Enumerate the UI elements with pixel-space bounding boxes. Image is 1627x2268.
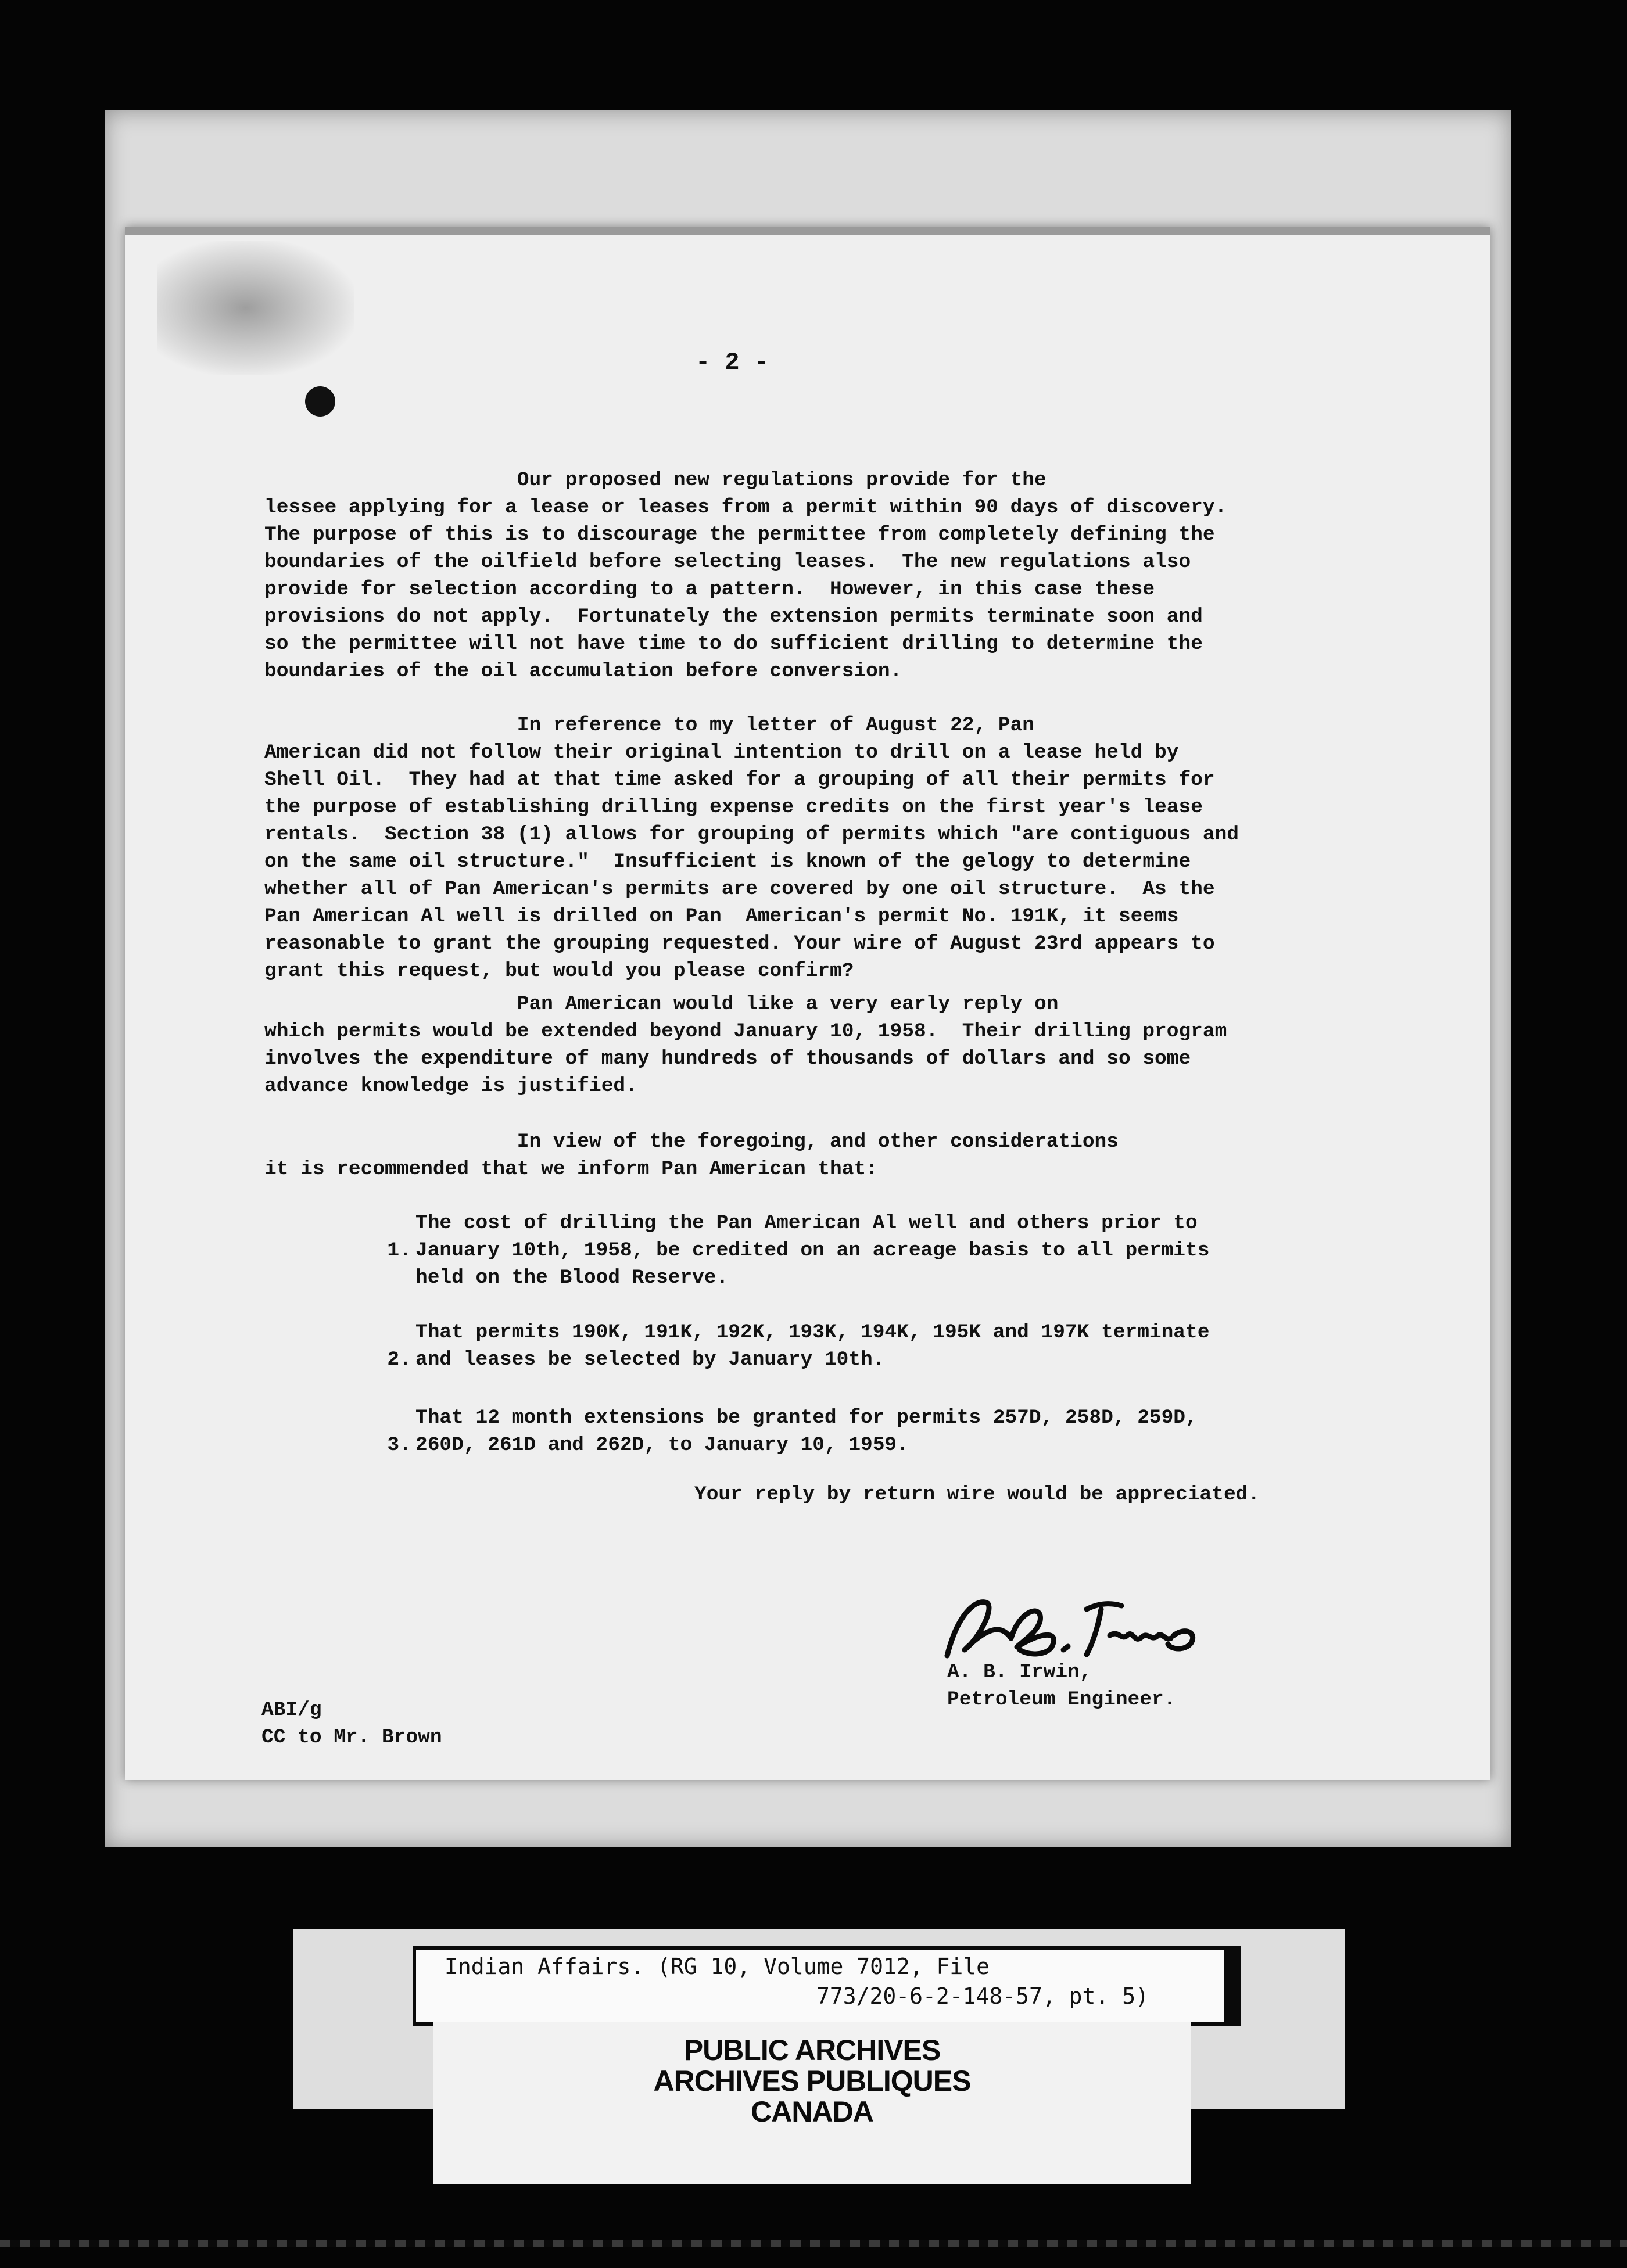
archive-citation-line-1: Indian Affairs. (RG 10, Volume 7012, File [445, 1954, 990, 1979]
paragraph-2: In reference to my letter of August 22, Pan American did not follow their original intention to drill on a lease held by Shell Oil. They had at that time asked for a grouping of all their permits for the purpose of establishing drilling expense credits on the first year's lease rentals. Section 38 (1) allows for grouping of permits which "are contiguous and on the same oil structure." Insufficient is known of the gelogy to determine whether all of Pan American's permits are covered by one oil structure. As the Pan American Al well is drilled on Pan American's permit No. 191K, it seems reasonable to grant the grouping requested. Your wire of August 23rd appears to grant this request, but would you please confirm? [264, 714, 1239, 982]
recommendation-item [363, 1404, 1198, 1486]
recommendation-text: That 12 month extensions be granted for permits 257D, 258D, 259D, 260D, 261D and 262D, to January 10, 1959. [415, 1406, 1198, 1456]
archive-stamp-line-3: CANADA [751, 2095, 873, 2128]
closing-line: Your reply by return wire would be appreciated. [694, 1483, 1260, 1506]
cc-line: CC to Mr. Brown [261, 1726, 442, 1749]
paragraph-1: Our proposed new regulations provide for the lessee applying for a lease or leases from a permit within 90 days of discovery. The purpose of this is to discourage the permittee from completely defining the boundaries of the oilfield before selecting leases. The new regulations also provide for selection according to a pattern. However, in this case these provisions do not apply. Fortunately the extension permits terminate soon and so the permittee will not have time to do sufficient drilling to determine the boundaries of the oil accumulation before conversion. [264, 469, 1227, 683]
archive-stamp-line-1: PUBLIC ARCHIVES [683, 2034, 941, 2066]
signer-title: Petroleum Engineer. [947, 1688, 1176, 1711]
recommendation-text: The cost of drilling the Pan American Al well and others prior to January 10th, 1958, be credited on an acreage basis to all permits held on the Blood Reserve. [415, 1212, 1210, 1289]
recommendation-number: 2. [387, 1348, 411, 1371]
page-number: - 2 - [695, 349, 769, 376]
archive-citation-line-2: 773/20-6-2-148-57, pt. 5) [816, 1983, 1149, 2009]
paragraph-3: Pan American would like a very early reply on which permits would be extended beyond January 10, 1958. Their drilling program involves the expenditure of many hundreds of thousands of dollars and so some advance knowledge is justified. [264, 993, 1227, 1097]
reference-block [261, 1696, 442, 1751]
signer-name: A. B. Irwin, [947, 1661, 1092, 1684]
punch-hole [305, 386, 335, 417]
paragraph-4: In view of the foregoing, and other considerations it is recommended that we inform Pan American that: [264, 1131, 1119, 1180]
recommendation-number: 1. [387, 1239, 411, 1262]
recommendation-item [363, 1210, 1210, 1291]
ink-smudge [157, 241, 354, 375]
recommendation-item [363, 1319, 1210, 1401]
signer-block [947, 1659, 1176, 1713]
archive-stamp-line-2: ARCHIVES PUBLIQUES [653, 2065, 971, 2097]
recommendation-text: That permits 190K, 191K, 192K, 193K, 194K, 195K and 197K terminate and leases be selected by January 10th. [415, 1321, 1210, 1371]
recommendation-number: 3. [387, 1434, 411, 1456]
film-edge [0, 2240, 1627, 2247]
reference-initials: ABI/g [261, 1699, 322, 1721]
